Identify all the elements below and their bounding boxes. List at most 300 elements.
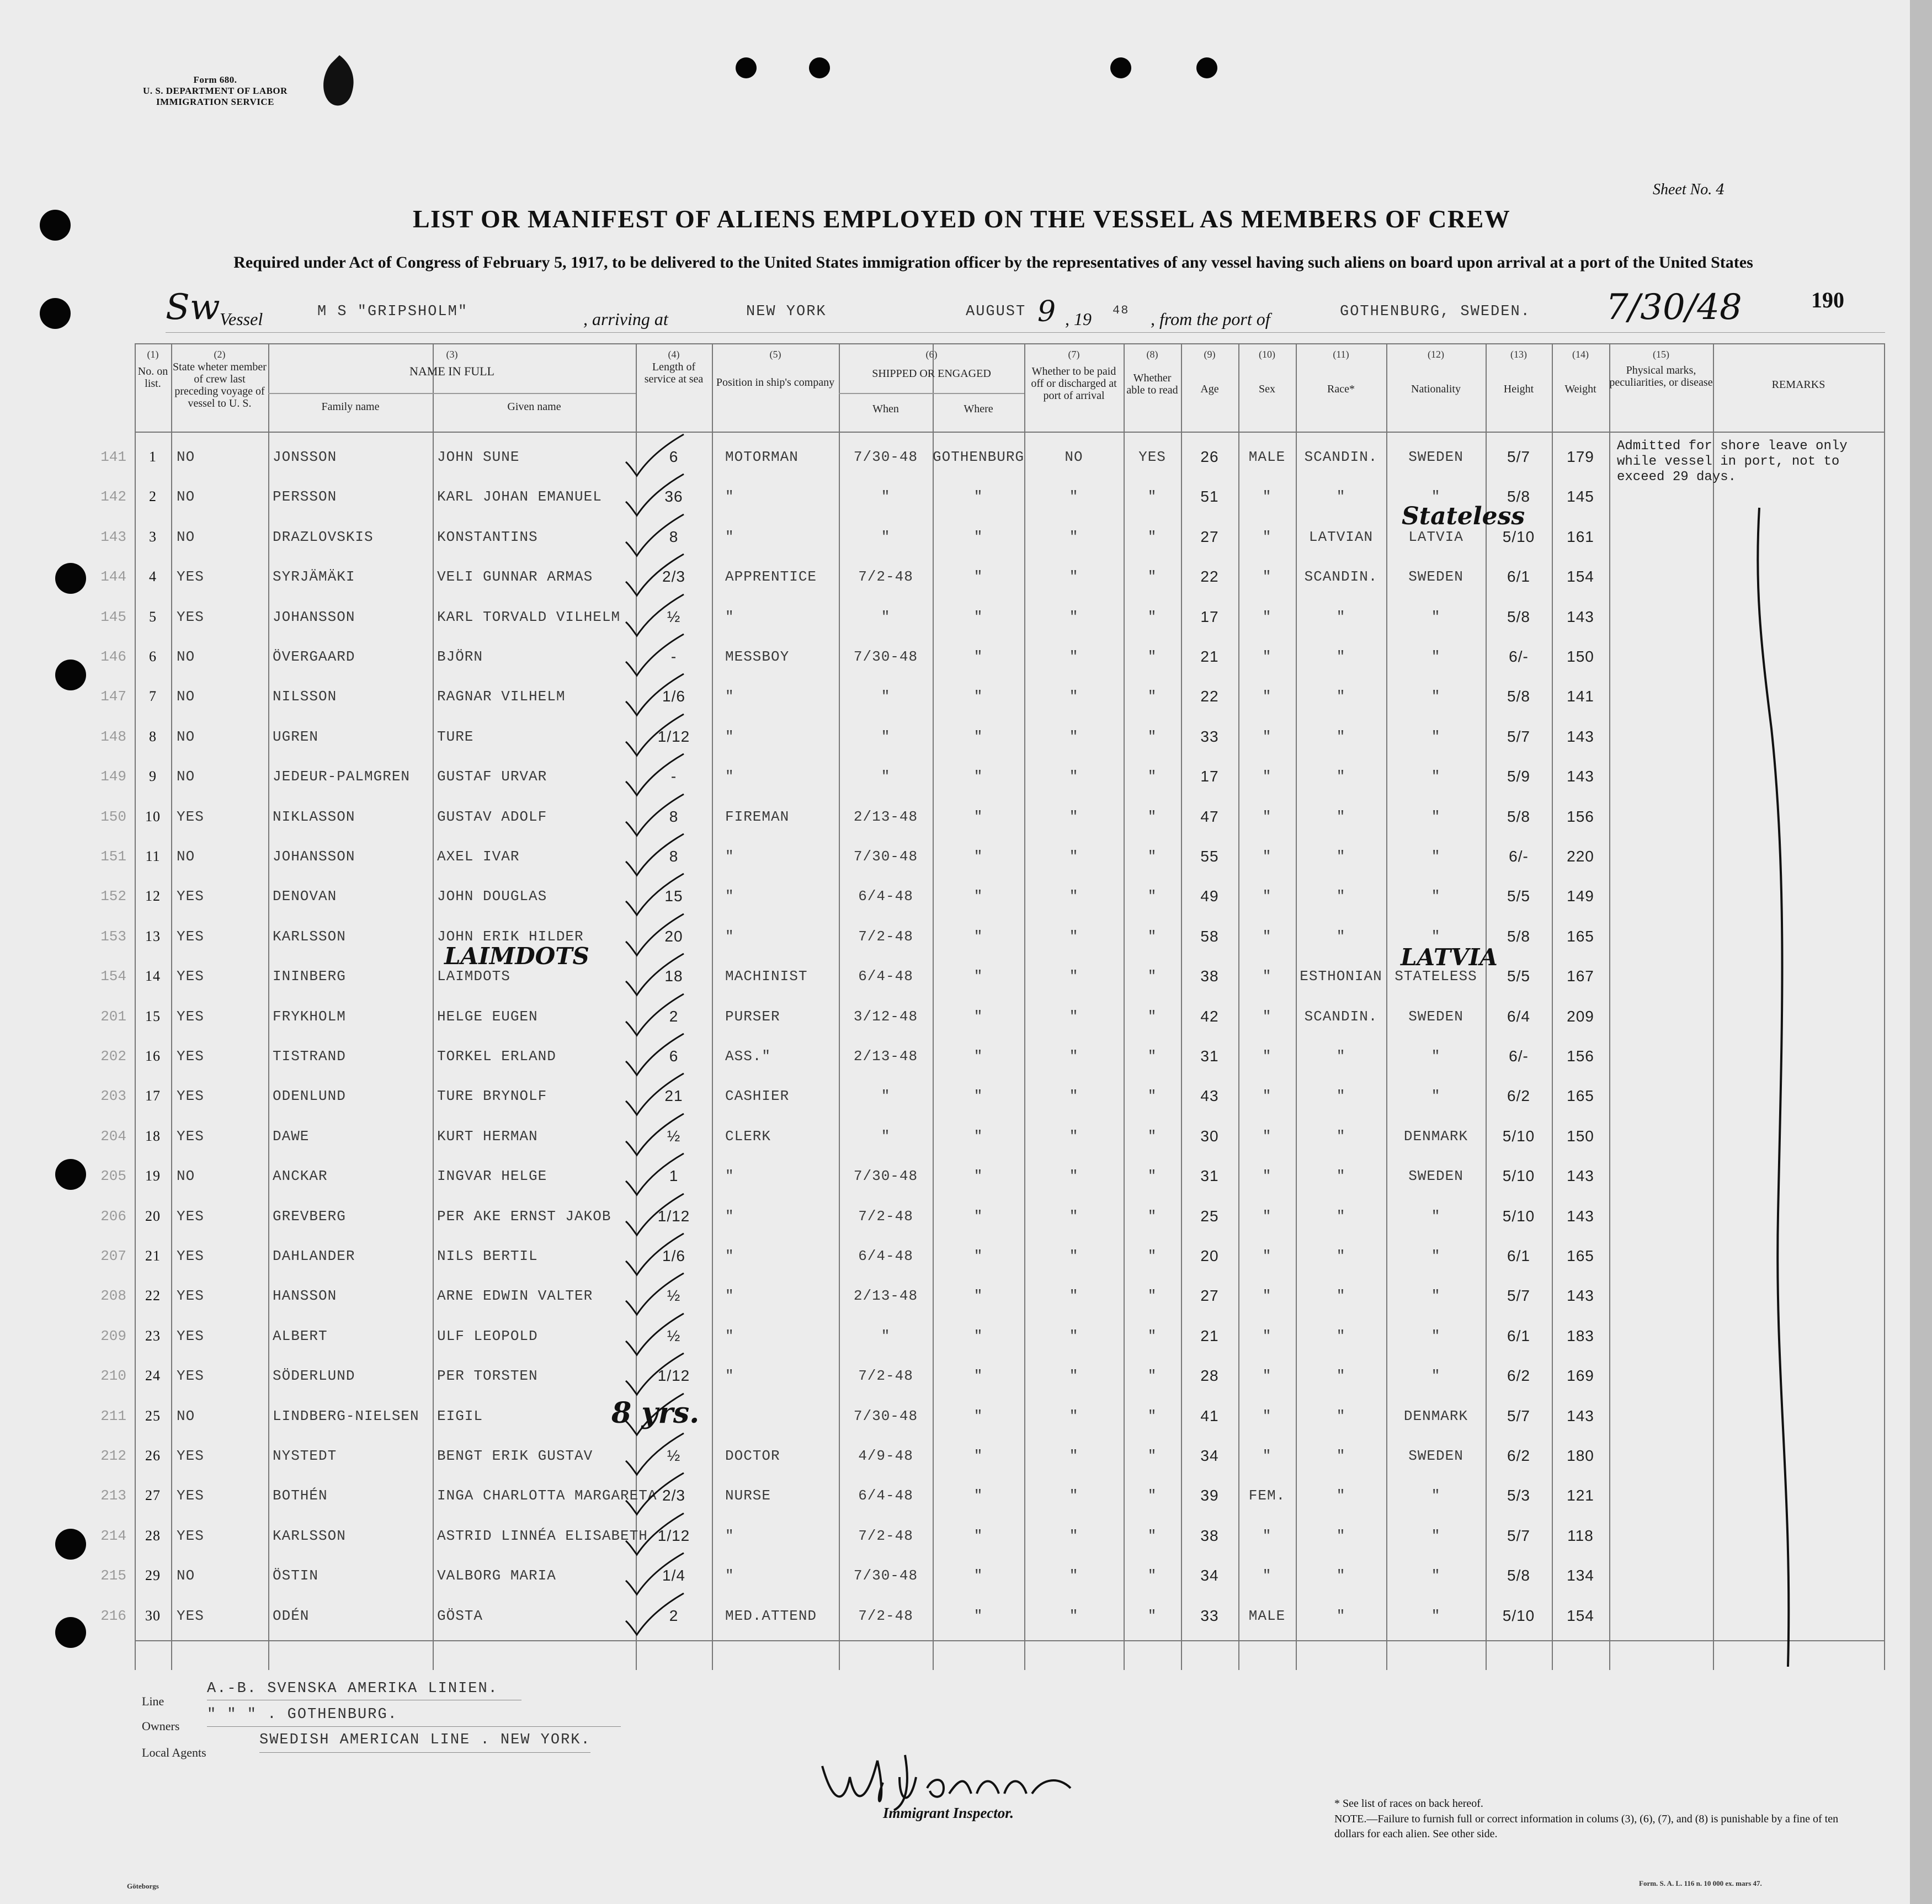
cell-no: 13	[145, 928, 161, 944]
cell-read: "	[1147, 848, 1157, 865]
punch-hole	[55, 1529, 86, 1560]
cell-no: 25	[145, 1407, 161, 1424]
cell-race: "	[1336, 768, 1346, 785]
cell-paid: "	[1069, 688, 1079, 705]
cell-when: "	[881, 528, 891, 545]
crew-manifest-table: (1) (2) (3) (4) (5) (6) (7) (8) (9) (10) (11) (12) (13) (14) (15) No. on list. State wheter member of crew last preceding voyage of vessel to U. S. NAME IN FULL Family name Given name Length of service at sea Position in ship's company SHIPPED OR ENGAGED When Where Whether to be paid off or discharged at port of arrival Whether able to read Age Sex Race* Nationality Height Weight Physical marks, peculiarities, or disease REMARKS 141 1 NO JONSSON JOHN SUNE 6 MOTORMAN 7/30-48 GOTHENBURG NO YES 26 MALE SCANDIN. SWEDEN 5/7 179 142 2 NO PERSSON KARL JOHAN EMANUEL 36 " " " " " 51 " " " 5/8 145 143 3 NO DRAZLOVSKIS KONSTANTINS 8 " " " " " 27 " LATVIAN LATVIA 5/10 161 144 4 YES SYRJÄMÄKI VELI GUNNAR ARMAS 2/3 APPRENTICE 7/2-48 " " " 22 " SCANDIN. SWEDEN 6/1 154 145 5 YES JOHANSSON KARL TORVALD VILHELM ½ " " " " " 17 " " " 5/8 143 146 6 NO ÖVERGAARD BJÖRN - MESSBOY 7/30-48 " " " 21 " " " 6/- 150 147 7 NO NILSSON RAGNAR VILHELM 1/6 " " " " " 22 " " " 5/8 141 148 8 NO UGREN TURE 1/12 " " " " " 33 " " " 5/7 143 149 9 NO JEDEUR-PALMGREN GUSTAF URVAR - " " " " " 17 " " " 5/9 143 150 10 YES NIKLASSON GUSTAV ADOLF 8 FIREMAN 2/13-48 " " " 47 " " " 5/8 156 151 11 NO JOHANSSON AXEL IVAR 8 " 7/30-48 " " " 55 " " " 6/- 220 152 12 YES DENOVAN JOHN DOUGLAS 15 " 6/4-48 " " " 49 " " " 5/5 149 153 13 YES KARLSSON JOHN ERIK HILDER 20 " 7/2-48 " " " 58 " " " 5/8 165 154 14 YES ININBERG LAIMDOTS 18 MACHINIST 6/4-48 " " " 38 " ESTHONIAN STATELESS 5/5 167 201 15 YES FRYKHOLM HELGE EUGEN 2 PURSER 3/12-48 " " " 42 " SCANDIN. SWEDEN 6/4 209 202 16 YES TISTRAND TORKEL ERLAND 6 ASS." 2/13-48 " " " 31 " " " 6/- 156 203 17 YES ODENLUND TURE BRYNOLF 21 CASHIER " " " " 43 " " " 6/2 165 204 18 YES DAWE KURT HERMAN ½ CLERK " " " " 30 " " DENMARK 5/10 150 205 19 NO ANCKAR INGVAR HELGE 1 " 7/30-48 " " " 31 " " SWEDEN 5/10 143 206 20 YES GREVBERG PER AKE ERNST JAKOB 1/12 " 7/2-48 " " " 25 " " " 5/10 143 207 21 YES DAHLANDER NILS BERTIL 1/6 " 6/4-48 " " " 20 " " " 6/1 165 208 22 YES HANSSON ARNE EDWIN VALTER ½ " 2/13-48 " " " 27 " " " 5/7 143 209 23 YES ALBERT ULF LEOPOLD ½ " " " " " 21 " " " 6/1 183 210 24 YES SÖDERLUND PER TORSTEN 1/12 " 7/2-48 " " " 28 " " " 6/2 169 211 25 NO LINDBERG-NIELSEN EIGIL 7/30-48 " " " 41 " " DENMARK 5/7 143 212 26 YES NYSTEDT BENGT ERIK GUSTAV ½ DOCTOR 4/9-48 " " " 34 " " SWEDEN 6/2 180 213 27 YES BOTHÉN INGA CHARLOTTA MARGARETA 2/3 NURSE 6/4-48 " " " 39 FEM. " " 5/3 121 214 28 YES KARLSSON ASTRID LINNÉA ELISABETH 1/12 " 7/2-48 " " " 38 " " " 5/7 118 215 29 NO ÖSTIN VALBORG MARIA 1/4 " 7/30-48 " " " 34 " " " 5/8 134 216 30 YES ODÉN GÖSTA 2 MED.ATTEND 7/2-48 " " " 33 MALE " " 5/10 154	[135, 343, 1885, 1670]
cell-family: HANSSON	[273, 1288, 337, 1305]
cell-weight: 134	[1567, 1567, 1594, 1584]
cell-weight: 167	[1567, 967, 1594, 985]
table-row	[100, 557, 1885, 597]
cell-paid: "	[1069, 1288, 1079, 1305]
cell-family: PERSSON	[273, 488, 337, 506]
cell-sex: "	[1262, 1327, 1272, 1344]
cell-length: 1/12	[657, 1207, 690, 1225]
sheet-number-label: Sheet No. 4	[1653, 181, 1725, 198]
cell-nationality: "	[1431, 808, 1441, 825]
cell-when: 7/2-48	[858, 928, 913, 945]
cell-position: "	[725, 1527, 735, 1544]
cell-no: 27	[145, 1487, 161, 1504]
cell-read: "	[1147, 1487, 1157, 1504]
serial-number: 205	[100, 1168, 126, 1185]
form-code: Form. S. A. L. 116 n. 10 000 ex. mars 47.	[1639, 1879, 1762, 1887]
cell-family: UGREN	[273, 728, 319, 745]
cell-height: 5/3	[1507, 1487, 1530, 1504]
cell-position: MESSBOY	[725, 648, 790, 665]
cell-paid: "	[1069, 928, 1079, 945]
cell-where: "	[973, 488, 983, 506]
cell-position: "	[725, 488, 735, 506]
col-header-race: Race*	[1327, 383, 1355, 395]
cell-given: JOHN SUNE	[437, 449, 520, 465]
cell-position: PURSER	[725, 1008, 780, 1025]
cell-age: 47	[1200, 807, 1219, 825]
cell-read: "	[1147, 728, 1157, 745]
printer-mark: Göteborgs	[127, 1882, 159, 1890]
cell-where: "	[973, 1248, 983, 1264]
cell-paid: "	[1069, 1407, 1079, 1424]
cell-no: 24	[145, 1368, 161, 1384]
cell-sex: "	[1262, 1088, 1272, 1105]
punch-hole	[809, 57, 830, 78]
cell-weight: 143	[1567, 1207, 1594, 1225]
cell-paid: "	[1069, 1487, 1079, 1504]
cell-read: "	[1147, 1607, 1157, 1624]
cell-length: 1/12	[657, 727, 690, 745]
cell-family: DAHLANDER	[273, 1248, 355, 1264]
cell-age: 38	[1200, 967, 1219, 985]
cell-race: "	[1336, 1487, 1346, 1504]
serial-number: 209	[100, 1327, 126, 1344]
cell-position: CLERK	[725, 1127, 771, 1145]
cell-paid: "	[1069, 728, 1079, 745]
col-header-weight: Weight	[1564, 383, 1596, 395]
cell-given: KARL JOHAN EMANUEL	[437, 488, 602, 506]
cell-length: 1/12	[657, 1527, 690, 1544]
table-row	[100, 677, 1885, 716]
serial-number: 147	[100, 688, 126, 705]
cell-where: "	[973, 728, 983, 745]
cell-where: "	[973, 1407, 983, 1424]
cell-length: 2	[669, 1007, 679, 1025]
cell-prev: YES	[177, 968, 204, 985]
page-subtitle: Required under Act of Congress of February 5, 1917, to be delivered to the United States immigration officer by the representatives of any vessel having such aliens on board upon arrival at a port of the United States	[233, 253, 1753, 272]
cell-length: 15	[664, 887, 683, 905]
cell-prev: YES	[177, 1527, 204, 1544]
cell-prev: YES	[177, 1487, 204, 1504]
table-row	[100, 797, 1885, 837]
cell-length: 20	[664, 927, 683, 945]
cell-read: "	[1147, 968, 1157, 985]
table-row	[100, 1556, 1885, 1595]
cell-height: 5/7	[1507, 448, 1530, 465]
cell-position: "	[725, 1168, 735, 1185]
cell-sex: "	[1262, 488, 1272, 506]
punch-hole	[736, 57, 757, 78]
cell-where: "	[973, 1127, 983, 1145]
cell-position: FIREMAN	[725, 808, 790, 825]
cell-given: PER AKE ERNST JAKOB	[437, 1208, 611, 1225]
cell-height: 6/4	[1507, 1007, 1530, 1025]
cell-age: 31	[1200, 1047, 1219, 1065]
cell-no: 5	[149, 608, 157, 625]
col-header-age: Age	[1200, 383, 1219, 395]
cell-when: 2/13-48	[853, 1288, 918, 1305]
cell-where: "	[973, 1567, 983, 1584]
cell-read: "	[1147, 1088, 1157, 1105]
cell-height: 5/5	[1507, 887, 1530, 905]
cell-weight: 154	[1567, 568, 1594, 586]
cell-family: ODÉN	[273, 1607, 310, 1624]
cell-no: 7	[149, 688, 157, 705]
cell-prev: NO	[177, 1407, 195, 1424]
table-row	[100, 1476, 1885, 1515]
cell-paid: "	[1069, 568, 1079, 586]
cell-when: 7/2-48	[858, 1208, 913, 1225]
cell-sex: "	[1262, 848, 1272, 865]
cell-height: 5/10	[1502, 1167, 1535, 1185]
col-header-paid-off: Whether to be paid off or discharged at port of arrival	[1031, 365, 1117, 402]
cell-sex: "	[1262, 1407, 1272, 1424]
cell-age: 17	[1200, 768, 1219, 785]
cell-nationality: "	[1431, 1368, 1441, 1385]
cell-read: "	[1147, 928, 1157, 945]
cell-length: 8	[669, 848, 679, 865]
cell-nationality: "	[1431, 1327, 1441, 1344]
cell-where: "	[973, 528, 983, 545]
cell-where: "	[973, 888, 983, 905]
cell-when: "	[881, 728, 891, 745]
cell-given: BJÖRN	[437, 648, 483, 665]
cell-when: 2/13-48	[853, 1048, 918, 1065]
cell-given: VELI GUNNAR ARMAS	[437, 568, 593, 586]
cell-where: "	[973, 1607, 983, 1624]
serial-number: 203	[100, 1088, 126, 1105]
punch-hole	[55, 1159, 86, 1190]
cell-prev: YES	[177, 1208, 204, 1225]
cell-weight: 145	[1567, 488, 1594, 506]
cell-weight: 156	[1567, 807, 1594, 825]
cell-position: MACHINIST	[725, 968, 808, 985]
cell-length: 1	[669, 1167, 679, 1185]
cell-family: KARLSSON	[273, 1527, 346, 1544]
cell-weight: 209	[1567, 1007, 1594, 1025]
serial-number: 201	[100, 1008, 126, 1025]
cell-where: "	[973, 648, 983, 665]
cell-nationality: SWEDEN	[1408, 1168, 1463, 1185]
cell-when: 7/30-48	[853, 648, 918, 665]
cell-weight: 143	[1567, 1287, 1594, 1305]
cell-where: "	[973, 608, 983, 625]
cell-nationality: "	[1431, 488, 1441, 506]
table-row	[100, 956, 1885, 996]
cell-given: LAIMDOTS	[437, 968, 510, 985]
year-suffix: 48	[1113, 304, 1130, 317]
cell-height: 5/8	[1507, 927, 1530, 945]
cell-no: 21	[145, 1248, 161, 1264]
col-header-length-of-service: Length of service at sea	[644, 361, 704, 385]
serial-number: 210	[100, 1368, 126, 1385]
cell-weight: 154	[1567, 1607, 1594, 1624]
cell-race: "	[1336, 1607, 1346, 1624]
col-header-sex: Sex	[1259, 383, 1275, 395]
arrival-port: NEW YORK	[746, 304, 827, 320]
cell-read: "	[1147, 1327, 1157, 1344]
cell-length: 1/4	[662, 1567, 685, 1584]
cell-length: 6	[669, 448, 679, 465]
cell-prev: NO	[177, 1567, 195, 1584]
cell-family: ININBERG	[273, 968, 346, 985]
serial-number: 145	[100, 608, 126, 625]
cell-read: "	[1147, 1008, 1157, 1025]
cell-nationality: "	[1431, 728, 1441, 745]
cell-read: YES	[1138, 449, 1166, 465]
cell-prev: YES	[177, 1008, 204, 1025]
cell-age: 25	[1200, 1207, 1219, 1225]
ink-blot	[317, 52, 361, 113]
serial-number: 148	[100, 728, 126, 745]
cell-paid: NO	[1065, 449, 1083, 465]
cell-race: "	[1336, 1288, 1346, 1305]
cell-where: "	[973, 1208, 983, 1225]
cell-family: FRYKHOLM	[273, 1008, 346, 1025]
cell-race: "	[1336, 1127, 1346, 1145]
cell-race: "	[1336, 1407, 1346, 1424]
punch-hole	[55, 1617, 86, 1648]
vessel-label: Vessel	[220, 309, 263, 329]
cell-family: DENOVAN	[273, 888, 337, 905]
cell-nationality: "	[1431, 648, 1441, 665]
cell-position: APPRENTICE	[725, 568, 817, 586]
cell-length: 8	[669, 807, 679, 825]
cell-weight: 143	[1567, 608, 1594, 625]
cell-where: "	[973, 808, 983, 825]
cell-paid: "	[1069, 1527, 1079, 1544]
cell-length: 21	[664, 1087, 683, 1105]
cell-read: "	[1147, 688, 1157, 705]
cell-height: 5/8	[1507, 488, 1530, 506]
cell-length: 2	[669, 1607, 679, 1624]
cell-position	[725, 1396, 839, 1436]
table-row	[100, 1036, 1885, 1076]
cell-paid: "	[1069, 768, 1079, 785]
punch-hole	[40, 210, 71, 241]
cell-when: 6/4-48	[858, 968, 913, 985]
cell-family: DAWE	[273, 1127, 310, 1145]
cell-no: 12	[145, 888, 161, 905]
cell-length: ½	[667, 1127, 681, 1145]
cell-height: 5/10	[1502, 1607, 1535, 1624]
cell-age: 38	[1200, 1527, 1219, 1544]
cell-no: 20	[145, 1208, 161, 1224]
cell-paid: "	[1069, 528, 1079, 545]
cell-sex: "	[1262, 568, 1272, 586]
col-header-shipped: SHIPPED OR ENGAGED	[872, 368, 991, 380]
cell-height: 5/8	[1507, 807, 1530, 825]
cell-read: "	[1147, 1368, 1157, 1385]
cell-family: BOTHÉN	[273, 1487, 328, 1504]
cell-height: 5/7	[1507, 1527, 1530, 1544]
cell-prev: YES	[177, 1448, 204, 1464]
cell-length: -	[670, 648, 677, 665]
cell-where: "	[973, 928, 983, 945]
serial-number: 216	[100, 1607, 126, 1624]
cell-paid: "	[1069, 1088, 1079, 1105]
remarks-bracket-line	[1749, 497, 1810, 1678]
cell-weight: 143	[1567, 768, 1594, 785]
cell-age: 26	[1200, 448, 1219, 465]
cell-weight: 156	[1567, 1047, 1594, 1065]
cell-age: 31	[1200, 1167, 1219, 1185]
cell-given: TURE BRYNOLF	[437, 1088, 547, 1105]
cell-age: 33	[1200, 727, 1219, 745]
cell-position: ASS."	[725, 1048, 771, 1065]
cell-prev: NO	[177, 768, 195, 785]
cell-sex: "	[1262, 648, 1272, 665]
local-agents-value: SWEDISH AMERICAN LINE . NEW YORK.	[259, 1732, 591, 1748]
cell-family: SÖDERLUND	[273, 1368, 355, 1385]
races-footnote: * See list of races on back hereof.	[1334, 1797, 1483, 1810]
cell-height: 6/-	[1509, 1047, 1529, 1065]
cell-nationality: "	[1431, 608, 1441, 625]
arrival-month: AUGUST	[966, 304, 1026, 320]
cell-nationality: "	[1431, 888, 1441, 905]
col-header-position: Position in ship's company	[716, 376, 835, 389]
cell-family: ODENLUND	[273, 1088, 346, 1105]
cell-height: 5/8	[1507, 1567, 1530, 1584]
serial-number: 214	[100, 1527, 126, 1544]
cell-read: "	[1147, 1208, 1157, 1225]
col-header-given-name: Given name	[507, 401, 561, 413]
cell-no: 28	[145, 1527, 161, 1544]
cell-family: SYRJÄMÄKI	[273, 568, 355, 586]
arrival-day: 9	[1037, 295, 1056, 328]
table-row	[100, 1236, 1885, 1276]
cell-nationality: "	[1431, 1208, 1441, 1225]
serial-number: 150	[100, 808, 126, 825]
arriving-label: , arriving at	[583, 309, 668, 329]
cell-race: "	[1336, 1527, 1346, 1544]
divider	[166, 332, 1885, 333]
cell-prev: NO	[177, 648, 195, 665]
cell-given: BENGT ERIK GUSTAV	[437, 1448, 593, 1464]
cell-given: TORKEL ERLAND	[437, 1048, 556, 1065]
form-header: Form 680. U. S. DEPARTMENT OF LABOR IMMIGRATION SERVICE	[143, 75, 288, 107]
cell-weight: 143	[1567, 727, 1594, 745]
cell-height: 5/7	[1507, 1407, 1530, 1424]
departure-port: GOTHENBURG, SWEDEN.	[1340, 304, 1531, 320]
cell-no: 16	[145, 1048, 161, 1064]
cell-read: "	[1147, 1168, 1157, 1185]
cell-race: "	[1336, 1048, 1346, 1065]
cell-paid: "	[1069, 1448, 1079, 1464]
cell-position: "	[725, 528, 735, 545]
cell-sex: MALE	[1248, 449, 1286, 465]
serial-number: 212	[100, 1448, 126, 1464]
cell-no: 30	[145, 1607, 161, 1624]
table-row	[100, 717, 1885, 757]
cell-race: "	[1336, 488, 1346, 506]
cell-when: 7/30-48	[853, 848, 918, 865]
cell-given: GUSTAF URVAR	[437, 768, 547, 785]
cell-weight: 165	[1567, 1247, 1594, 1264]
table-row	[100, 1076, 1885, 1116]
cell-sex: "	[1262, 768, 1272, 785]
cell-no: 9	[149, 768, 157, 785]
cell-family: LINDBERG-NIELSEN	[273, 1407, 419, 1424]
serial-number: 152	[100, 888, 126, 905]
inspector-label: Immigrant Inspector.	[883, 1805, 1014, 1821]
serial-number: 206	[100, 1208, 126, 1225]
cell-family: TISTRAND	[273, 1048, 346, 1065]
cell-given: INGA CHARLOTTA MARGARETA	[437, 1487, 657, 1504]
cell-prev: YES	[177, 608, 204, 625]
serial-number: 202	[100, 1048, 126, 1065]
stamp-number: 190	[1811, 288, 1844, 312]
local-agents-label: Local Agents	[142, 1746, 206, 1759]
cell-when: 7/30-48	[853, 1567, 918, 1584]
cell-prev: YES	[177, 1088, 204, 1105]
cell-sex: "	[1262, 968, 1272, 985]
cell-when: "	[881, 688, 891, 705]
cell-length: -	[670, 768, 677, 785]
cell-given: HELGE EUGEN	[437, 1008, 538, 1025]
cell-where: "	[973, 1487, 983, 1504]
serial-number: 151	[100, 848, 126, 865]
cell-sex: "	[1262, 1208, 1272, 1225]
cell-family: GREVBERG	[273, 1208, 346, 1225]
cell-height: 6/1	[1507, 568, 1530, 586]
cell-height: 5/5	[1507, 967, 1530, 985]
col-header-remarks: REMARKS	[1771, 379, 1825, 391]
cell-prev: YES	[177, 888, 204, 905]
cell-height: 5/10	[1502, 1207, 1535, 1225]
serial-number: 154	[100, 968, 126, 985]
cell-weight: 169	[1567, 1367, 1594, 1385]
cell-family: KARLSSON	[273, 928, 346, 945]
cell-race: SCANDIN.	[1304, 1008, 1378, 1025]
cell-weight: 118	[1567, 1527, 1594, 1544]
cell-position: "	[725, 928, 735, 945]
cell-length: 36	[664, 488, 683, 506]
cell-no: 23	[145, 1327, 161, 1344]
cell-height: 5/8	[1507, 688, 1530, 705]
cell-family: ANCKAR	[273, 1168, 328, 1185]
cell-nationality: SWEDEN	[1408, 449, 1463, 465]
cell-age: 33	[1200, 1607, 1219, 1624]
cell-weight: 161	[1567, 528, 1594, 545]
cell-height: 6/-	[1509, 848, 1529, 865]
cell-family: NIKLASSON	[273, 808, 355, 825]
cell-no: 6	[149, 648, 157, 664]
cell-read: "	[1147, 488, 1157, 506]
cell-given: JOHN DOUGLAS	[437, 888, 547, 905]
cell-age: 20	[1200, 1247, 1219, 1264]
cell-prev: NO	[177, 528, 195, 545]
cell-given: GUSTAV ADOLF	[437, 808, 547, 825]
table-row	[100, 876, 1885, 916]
cell-position: MED.ATTEND	[725, 1607, 817, 1624]
cell-nationality: "	[1431, 688, 1441, 705]
cell-length: 1/6	[662, 688, 685, 705]
cell-when: "	[881, 1327, 891, 1344]
cell-weight: 141	[1567, 688, 1594, 705]
cell-no: 4	[149, 568, 157, 585]
from-port-label: , from the port of	[1151, 309, 1270, 329]
cell-when: "	[881, 608, 891, 625]
cell-nationality: "	[1431, 1088, 1441, 1105]
cell-paid: "	[1069, 808, 1079, 825]
